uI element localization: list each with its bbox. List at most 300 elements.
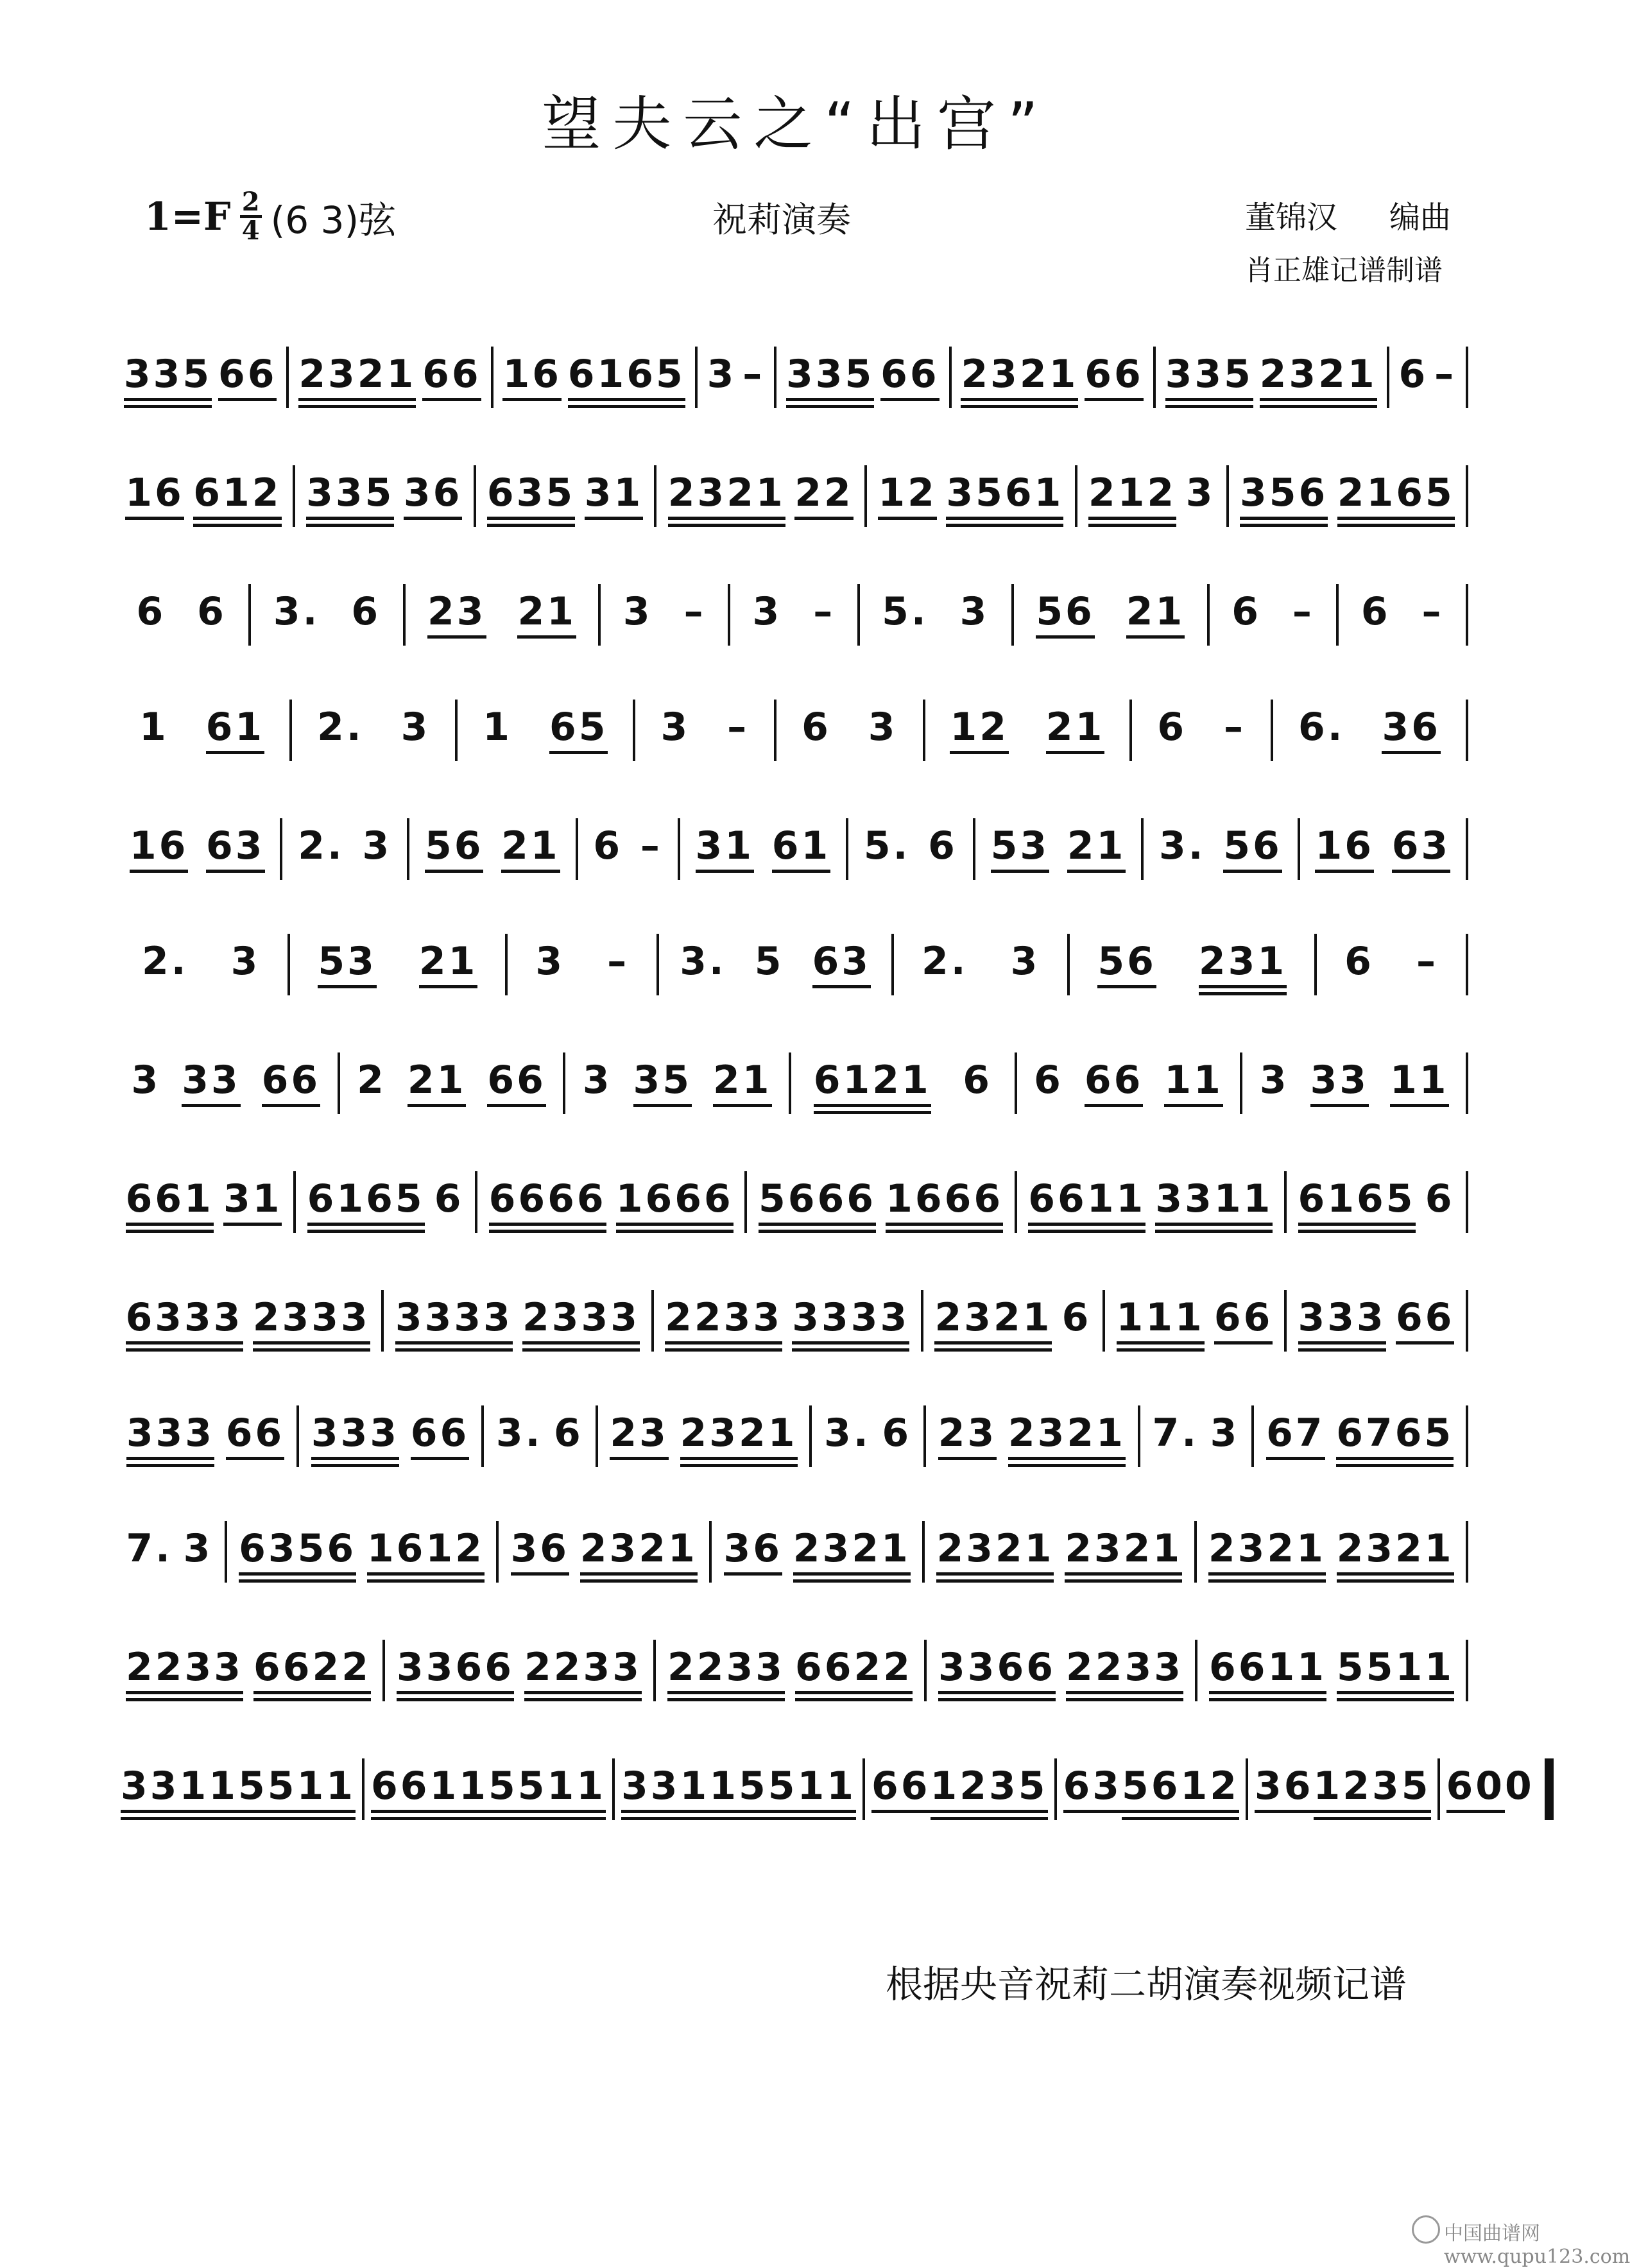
note-text: 2333 <box>252 1295 370 1340</box>
note-group <box>759 1152 876 1233</box>
note-text: 6 <box>351 589 381 634</box>
measure <box>680 799 846 873</box>
note-text: 3333 <box>395 1295 513 1340</box>
note-group <box>434 1152 464 1233</box>
beam-line <box>1117 1341 1205 1344</box>
measure <box>458 680 633 754</box>
note-group <box>1214 1271 1273 1352</box>
note-text: 335 <box>1165 352 1253 397</box>
note-text: 6666 <box>488 1176 606 1221</box>
note-text: 3 <box>582 1058 612 1103</box>
note-text: 63 <box>1063 1764 1122 1808</box>
note-text: 612 <box>193 470 282 515</box>
beam-line <box>724 1572 783 1576</box>
note-group <box>1336 1386 1454 1467</box>
note-group <box>1209 1620 1326 1701</box>
measure <box>251 565 402 634</box>
note-text: 3311 <box>1155 1176 1273 1221</box>
note-text: 2321 <box>934 1295 1052 1340</box>
beam-line <box>1209 1691 1326 1694</box>
note-text: 63 <box>1391 823 1451 868</box>
measure <box>635 680 774 750</box>
measure <box>925 680 1130 754</box>
note-text: 3. <box>680 939 726 984</box>
beam-line <box>961 398 1078 401</box>
beam-line <box>1028 1230 1145 1233</box>
note-text: 66 <box>261 1058 321 1103</box>
beam-line <box>218 398 277 401</box>
note-group <box>351 565 381 634</box>
beam-line <box>126 1698 243 1701</box>
beam-line <box>795 1691 913 1694</box>
note-text: 3 <box>707 352 737 397</box>
note-text: 2321 <box>680 1411 798 1456</box>
beam-line <box>126 1230 214 1233</box>
beam-line <box>1337 1691 1454 1694</box>
beam-line <box>936 1572 1054 1576</box>
note-group <box>121 1739 238 1820</box>
beam-line <box>262 1104 321 1107</box>
barline <box>1466 934 1468 995</box>
note-text: 21 <box>501 823 560 868</box>
beam-line <box>1337 524 1455 527</box>
note-text: 6 <box>1231 589 1261 634</box>
note-group <box>742 327 764 397</box>
beam-line <box>1298 1348 1386 1352</box>
beam-line <box>931 1810 1048 1813</box>
beam-line <box>126 1464 214 1467</box>
beam-line <box>487 524 575 527</box>
beam-line <box>1117 1348 1205 1352</box>
note-group <box>961 327 1078 408</box>
note-text: 66 <box>422 352 481 397</box>
note-group <box>1065 1502 1182 1583</box>
note-group <box>1036 565 1095 639</box>
note-group <box>991 799 1050 873</box>
note-group <box>1159 799 1206 873</box>
note-text: 2. <box>317 705 364 750</box>
note-group <box>1223 799 1282 873</box>
beam-line <box>1446 1810 1506 1813</box>
note-group <box>753 565 782 634</box>
note-group <box>1260 327 1377 408</box>
watermark-logo-icon <box>1412 2215 1440 2244</box>
beam-line <box>126 1348 243 1352</box>
note-text: 1235 <box>930 1764 1048 1808</box>
beam-line <box>524 1698 642 1701</box>
beam-line <box>1214 1341 1273 1344</box>
note-text: 2321 <box>579 1526 698 1571</box>
note-group <box>1298 1271 1386 1352</box>
note-text: 23 <box>938 1411 997 1456</box>
beam-line <box>713 1104 772 1107</box>
measure <box>508 915 656 984</box>
beam-line <box>1336 1457 1454 1460</box>
beam-line <box>1165 398 1253 401</box>
beam-line <box>1028 1223 1145 1226</box>
beam-line <box>886 1230 1003 1233</box>
measure <box>1273 680 1466 754</box>
beam-line <box>772 870 831 873</box>
note-group <box>727 680 749 750</box>
note-text: 31 <box>695 823 755 868</box>
source-note: 根据央音祝莉二胡演奏视频记谱 <box>886 1963 1407 2006</box>
measure <box>114 327 286 408</box>
note-group <box>206 680 265 754</box>
beam-line <box>665 1348 782 1352</box>
beam-line <box>427 635 486 639</box>
beam-line <box>125 517 184 520</box>
beam-line <box>238 1810 356 1813</box>
measure <box>927 1620 1195 1701</box>
note-group <box>680 915 726 988</box>
note-text: 16 <box>129 823 189 868</box>
note-text: 0 <box>1505 1764 1534 1808</box>
measure <box>114 1386 296 1467</box>
note-group <box>425 799 484 873</box>
measure <box>114 1033 338 1107</box>
note-group <box>1186 446 1215 527</box>
note-text: 3 <box>535 939 565 984</box>
note-text: 53 <box>318 939 377 984</box>
note-text: 6 <box>1034 1058 1063 1103</box>
note-group <box>1034 1033 1063 1107</box>
note-text: 22 <box>794 470 854 515</box>
beam-line <box>931 1817 1048 1820</box>
note-group <box>1011 915 1040 984</box>
beam-line <box>487 517 575 520</box>
measure <box>867 446 1075 527</box>
note-group <box>1066 1620 1183 1701</box>
beam-line <box>616 1223 734 1226</box>
note-group <box>1361 565 1391 634</box>
beam-line <box>934 1348 1052 1352</box>
note-text: 2321 <box>793 1526 911 1571</box>
note-group <box>501 799 560 873</box>
beam-line <box>182 1104 241 1107</box>
note-group <box>633 1033 692 1107</box>
note-group <box>607 915 629 984</box>
beam-line <box>793 1579 911 1583</box>
beam-line <box>794 517 854 520</box>
note-text: 635 <box>486 470 576 515</box>
barline <box>1466 1521 1468 1583</box>
beam-line <box>223 1223 282 1226</box>
beam-line <box>961 405 1078 408</box>
note-group <box>1231 565 1261 634</box>
score-line <box>114 1620 1468 1701</box>
note-text: 2. <box>298 823 345 868</box>
measure <box>848 799 973 868</box>
beam-line <box>206 870 265 873</box>
beam-line <box>1255 1810 1314 1813</box>
note-text: 66 <box>225 1411 285 1456</box>
beam-line <box>226 1457 285 1460</box>
note-text: 3311 <box>621 1764 739 1808</box>
beam-line <box>680 1457 798 1460</box>
beam-line <box>1122 1810 1239 1813</box>
measure <box>712 1502 922 1583</box>
note-text: 3. <box>1159 823 1206 868</box>
note-text: 335 <box>123 352 212 397</box>
note-text: 3 <box>131 1058 161 1103</box>
beam-line <box>408 1104 467 1107</box>
note-group <box>713 1033 772 1107</box>
note-text: 2321 <box>961 352 1079 397</box>
note-group <box>306 446 394 527</box>
beam-line <box>239 1579 356 1583</box>
note-group <box>938 1386 997 1467</box>
note-group <box>616 1152 734 1233</box>
note-group <box>197 565 227 634</box>
beam-line <box>1085 1104 1144 1107</box>
note-group <box>136 565 166 634</box>
beam-line <box>1336 1464 1454 1467</box>
measure <box>578 799 678 868</box>
note-group <box>610 1386 669 1467</box>
beam-line <box>1390 1104 1449 1107</box>
measure <box>747 1152 1014 1233</box>
beam-line <box>298 398 416 401</box>
note-text: 60 <box>1446 1764 1505 1808</box>
measure <box>493 327 695 408</box>
note-text: 3 <box>959 589 990 634</box>
beam-line <box>371 1817 488 1820</box>
measure <box>812 1386 923 1456</box>
score-line <box>114 1739 1534 1820</box>
note-group <box>298 799 345 868</box>
note-group <box>517 565 576 639</box>
note-group <box>880 327 939 408</box>
measure <box>365 1739 612 1820</box>
note-group <box>583 1033 612 1107</box>
measure <box>776 327 948 408</box>
note-group <box>864 799 911 868</box>
note-group <box>535 915 565 984</box>
note-text: 212 <box>1088 470 1177 515</box>
note-text: 231 <box>1198 939 1287 984</box>
note-group <box>1210 1386 1240 1456</box>
note-group <box>1097 915 1156 995</box>
beam-line <box>793 1572 911 1576</box>
note-text: 11 <box>1390 1058 1449 1103</box>
note-text: 6 <box>928 823 957 868</box>
watermark: 中国曲谱网 www.qupu123.com <box>1444 2222 1630 2268</box>
note-group <box>950 680 1009 754</box>
score-line <box>114 1271 1468 1352</box>
note-text: 5612 <box>1122 1764 1239 1808</box>
note-group <box>755 915 784 988</box>
note-text: 6622 <box>795 1645 913 1690</box>
note-text: 67 <box>1266 1411 1325 1456</box>
note-text: 56 <box>424 823 484 868</box>
note-text: 3 <box>400 705 431 750</box>
beam-line <box>488 1810 606 1813</box>
beam-line <box>395 1348 513 1352</box>
note-group <box>739 1739 856 1820</box>
note-group <box>660 680 690 750</box>
note-group <box>1224 680 1246 750</box>
note-group <box>1292 565 1314 634</box>
beam-line <box>1208 1572 1326 1576</box>
beam-line <box>633 1104 692 1107</box>
note-group <box>126 1620 243 1701</box>
note-group <box>684 565 706 634</box>
measure <box>654 1271 921 1352</box>
measure <box>1248 1739 1437 1820</box>
note-group <box>960 565 990 634</box>
beam-line <box>1008 1464 1126 1467</box>
note-group <box>223 1152 282 1233</box>
measure <box>114 680 289 754</box>
note-group <box>1063 1739 1122 1820</box>
beam-line <box>253 1341 370 1344</box>
note-group <box>395 1271 513 1352</box>
beam-line <box>126 1341 243 1344</box>
note-group <box>1240 446 1328 527</box>
note-group <box>419 915 478 988</box>
beam-line <box>524 1691 642 1694</box>
note-text: 33 <box>1310 1058 1369 1103</box>
note-text: 21 <box>1067 823 1126 868</box>
beam-line <box>1260 405 1377 408</box>
beam-line <box>1155 1230 1273 1233</box>
note-group <box>184 1502 213 1571</box>
note-group <box>724 1502 783 1583</box>
note-group <box>1382 680 1441 754</box>
note-text: 333 <box>1298 1295 1386 1340</box>
beam-line <box>759 1230 876 1233</box>
note-text: 6 <box>802 705 831 750</box>
note-group <box>936 1502 1054 1583</box>
note-group <box>1085 1033 1144 1107</box>
beam-line <box>1126 635 1185 639</box>
note-group <box>786 327 874 408</box>
beam-line <box>616 1230 734 1233</box>
beam-line <box>667 1691 785 1694</box>
key-label: 1=F <box>144 194 231 239</box>
note-group <box>131 1033 160 1107</box>
note-group <box>218 327 277 408</box>
note-text: 6 <box>197 589 227 634</box>
note-text: 61 <box>771 823 831 868</box>
note-text: 1235 <box>1313 1764 1431 1808</box>
measure <box>1389 327 1466 397</box>
beam-line <box>1097 985 1156 988</box>
beam-line <box>739 1810 856 1813</box>
measure <box>1339 565 1466 634</box>
beam-line <box>792 1341 909 1344</box>
note-text: 6. <box>1298 705 1345 750</box>
note-group <box>792 1271 909 1352</box>
beam-line <box>206 751 265 754</box>
note-text: 2321 <box>1336 1526 1454 1571</box>
note-group <box>502 327 562 408</box>
note-group <box>795 1620 913 1701</box>
beam-line <box>1008 1457 1126 1460</box>
measure <box>384 1271 651 1352</box>
measure <box>114 565 248 634</box>
note-text: 66 <box>410 1411 470 1456</box>
note-group <box>524 1620 642 1701</box>
beam-line <box>121 1810 238 1813</box>
note-group <box>511 1502 570 1583</box>
beam-line <box>696 870 755 873</box>
note-group <box>1199 915 1287 995</box>
measure <box>114 1271 381 1352</box>
note-group <box>1337 446 1455 527</box>
score-line <box>114 799 1468 880</box>
beam-line <box>1337 517 1455 520</box>
measure <box>923 1271 1102 1352</box>
note-text: 1 <box>139 705 169 750</box>
note-group <box>1314 1739 1431 1820</box>
measure <box>1287 1152 1466 1233</box>
measure <box>282 799 407 868</box>
note-group <box>794 446 854 527</box>
note-group <box>311 1386 399 1467</box>
note-text: 21 <box>1045 705 1105 750</box>
measure <box>1254 1386 1466 1467</box>
note-group <box>1344 915 1374 984</box>
note-text: – <box>742 352 765 397</box>
barline <box>1466 700 1468 761</box>
note-text: 53 <box>990 823 1050 868</box>
measure <box>1210 565 1337 634</box>
beam-line <box>621 1810 739 1813</box>
note-text: 2321 <box>1259 352 1377 397</box>
note-group <box>193 446 281 527</box>
beam-line <box>306 517 394 520</box>
note-group <box>580 1502 698 1583</box>
note-group <box>363 799 392 868</box>
note-text: 2321 <box>1208 1526 1326 1571</box>
beam-line <box>739 1817 856 1820</box>
note-group <box>371 1739 488 1820</box>
note-text: 6 <box>434 1176 464 1221</box>
measure <box>565 1033 789 1107</box>
note-group <box>126 1152 214 1233</box>
beam-line <box>934 1341 1052 1344</box>
note-group <box>411 1386 470 1467</box>
measure <box>1070 915 1314 995</box>
beam-line <box>488 1817 606 1820</box>
score-title: 望夫云之“出宫” <box>542 90 1050 159</box>
note-text: 6165 <box>567 352 685 397</box>
beam-line <box>786 405 874 408</box>
beam-line <box>307 1230 425 1233</box>
note-text: 6611 <box>1209 1645 1326 1690</box>
note-group <box>1298 680 1345 754</box>
note-group <box>1337 1502 1454 1583</box>
note-text: 6 <box>1425 1176 1455 1221</box>
barline <box>1466 1405 1468 1467</box>
note-group <box>882 1386 911 1456</box>
note-group <box>946 446 1063 527</box>
note-text: 56 <box>1097 939 1156 984</box>
measure <box>409 799 575 873</box>
note-group <box>125 446 184 527</box>
measure <box>114 1502 225 1571</box>
beam-line <box>522 1341 640 1344</box>
note-group <box>408 1033 467 1107</box>
beam-line <box>395 1341 513 1344</box>
measure <box>952 327 1153 408</box>
note-text: 2233 <box>665 1295 783 1340</box>
note-text: 3561 <box>946 470 1064 515</box>
note-text: 36 <box>723 1526 783 1571</box>
note-text: 16 <box>502 352 562 397</box>
